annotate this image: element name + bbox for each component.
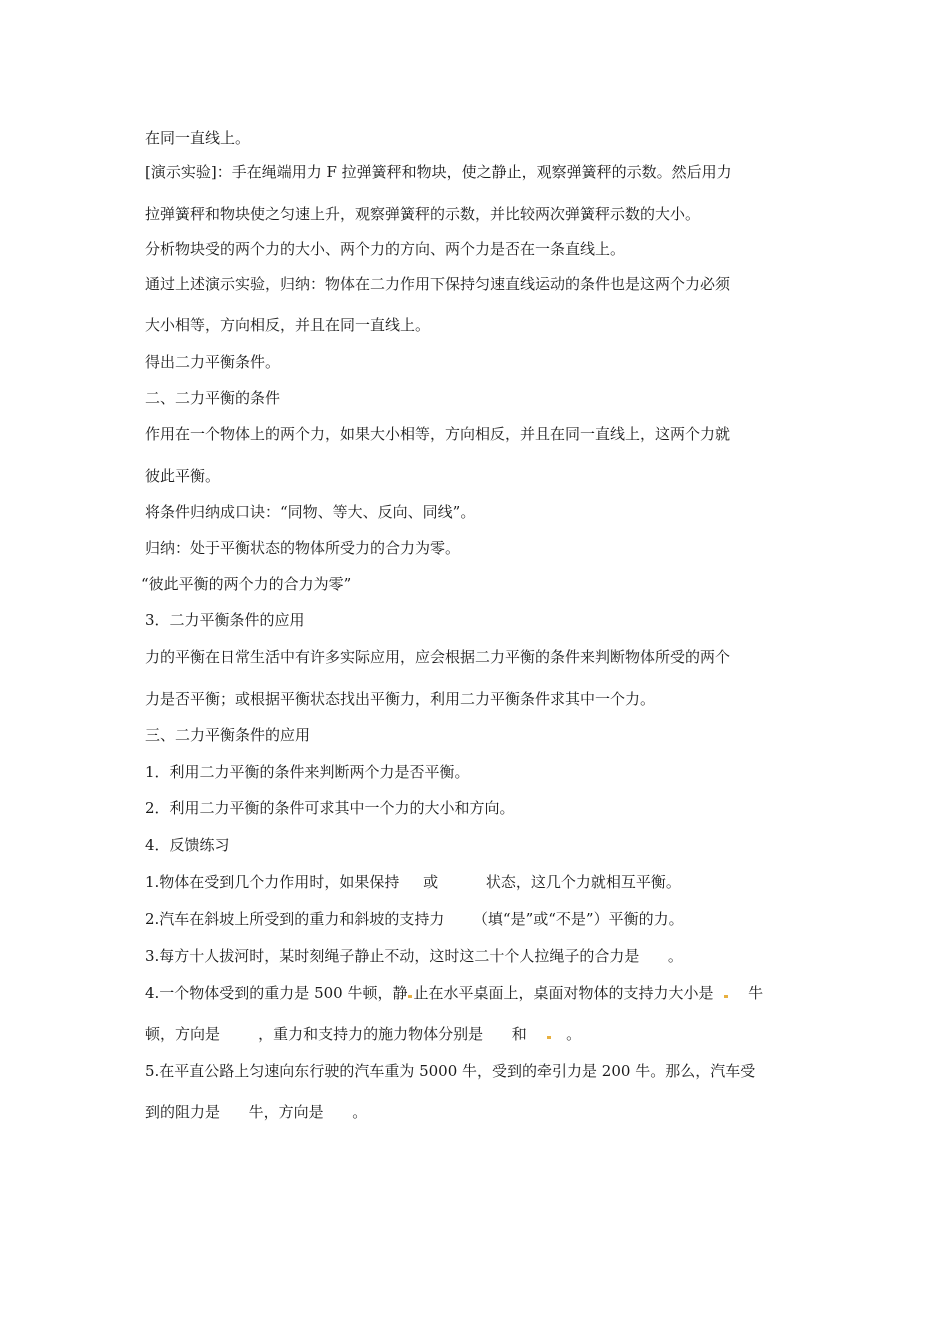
text-line: 通过上述演示实验，归纳：物体在二力作用下保持匀速直线运动的条件也是这两个力必须 bbox=[145, 275, 731, 293]
q4-text: 。 bbox=[566, 1025, 582, 1043]
text-line: 得出二力平衡条件。 bbox=[145, 353, 281, 371]
text-line: 彼此平衡。 bbox=[145, 467, 221, 485]
q4-text: 顿，方向是 ，重力和支持力的施力物体分别是 和 bbox=[145, 1025, 527, 1043]
q4-text: 4.一个物体受到的重力是 500 牛顿，静 bbox=[145, 984, 408, 1002]
text-line: [演示实验]：手在绳端用力 F 拉弹簧秤和物块，使之静止，观察弹簧秤的示数。然后用力 bbox=[145, 163, 732, 181]
highlight-mark bbox=[547, 1036, 551, 1039]
highlight-mark bbox=[408, 995, 412, 998]
text-line: 大小相等，方向相反，并且在同一直线上。 bbox=[145, 316, 431, 334]
section-heading: 三、二力平衡条件的应用 bbox=[145, 726, 311, 744]
exercise-question-5: 5.在平直公路上匀速向东行驶的汽车重为 5000 牛，受到的牵引力是 200 牛。那么，汽车受 bbox=[145, 1062, 756, 1080]
section-heading: 3．二力平衡条件的应用 bbox=[145, 611, 305, 629]
quote-line: “彼此平衡的两个力的合力为零” bbox=[141, 575, 352, 593]
exercise-question-4 bbox=[145, 983, 763, 1003]
text-line: 力是否平衡；或根据平衡状态找出平衡力，利用二力平衡条件求其中一个力。 bbox=[145, 690, 656, 708]
list-item: 2．利用二力平衡的条件可求其中一个力的大小和方向。 bbox=[145, 799, 515, 817]
exercise-question-5-cont: 到的阻力是 牛，方向是 。 bbox=[145, 1103, 368, 1121]
text-line: 分析物块受的两个力的大小、两个力的方向、两个力是否在一条直线上。 bbox=[145, 240, 626, 258]
text-line: 将条件归纳成口诀：“同物、等大、反向、同线”。 bbox=[145, 503, 476, 521]
highlight-mark bbox=[724, 995, 728, 998]
q4-text: 止在水平桌面上，桌面对物体的支持力大小是 bbox=[413, 984, 714, 1002]
section-heading: 二、二力平衡的条件 bbox=[145, 389, 281, 407]
text-line: 归纳：处于平衡状态的物体所受力的合力为零。 bbox=[145, 539, 461, 557]
text-line: 拉弹簧秤和物块使之匀速上升，观察弹簧秤的示数，并比较两次弹簧秤示数的大小。 bbox=[145, 205, 701, 223]
q4-text: 牛 bbox=[748, 984, 764, 1002]
section-heading: 4．反馈练习 bbox=[145, 836, 230, 854]
text-line: 在同一直线上。 bbox=[145, 129, 251, 147]
exercise-question-3: 3.每方十人拔河时，某时刻绳子静止不动，这时这二十个人拉绳子的合力是 。 bbox=[145, 947, 683, 965]
exercise-question-4-cont bbox=[145, 1024, 581, 1044]
text-line: 力的平衡在日常生活中有许多实际应用，应会根据二力平衡的条件来判断物体所受的两个 bbox=[145, 648, 731, 666]
exercise-question-1: 1.物体在受到几个力作用时，如果保持 或 状态，这几个力就相互平衡。 bbox=[145, 873, 681, 891]
text-line: 作用在一个物体上的两个力，如果大小相等，方向相反，并且在同一直线上，这两个力就 bbox=[145, 425, 731, 443]
list-item: 1．利用二力平衡的条件来判断两个力是否平衡。 bbox=[145, 763, 470, 781]
exercise-question-2: 2.汽车在斜坡上所受到的重力和斜坡的支持力 （填“是”或“不是”）平衡的力。 bbox=[145, 910, 684, 928]
